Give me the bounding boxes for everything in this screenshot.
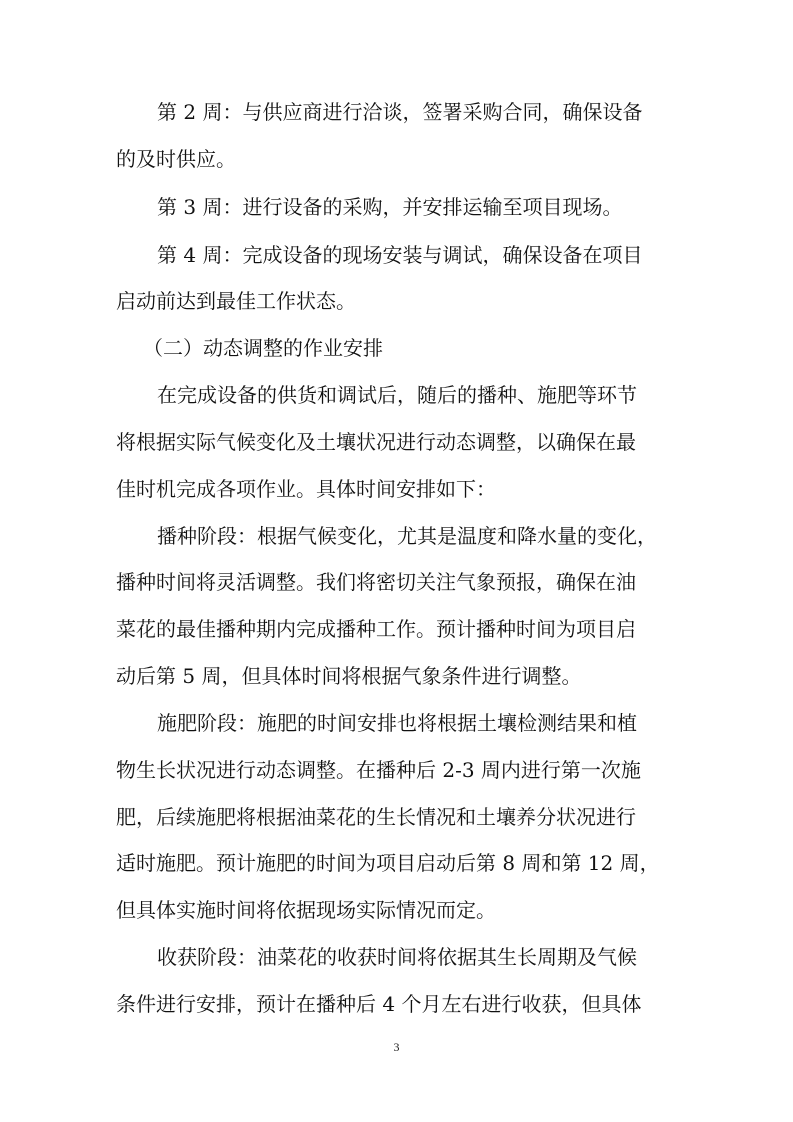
paragraph-week2-line2: 的及时供应。	[116, 147, 236, 171]
text-line	[0, 471, 793, 507]
text-line	[0, 94, 793, 130]
text-line	[0, 330, 793, 366]
paragraph-harvest-line2: 条件进行安排，预计在播种后 4 个月左右进行收获，但具体	[116, 992, 642, 1016]
text-line	[0, 424, 793, 460]
text-line	[0, 986, 793, 1022]
paragraph-fertilizing-line5: 但具体实施时间将依据现场实际情况而定。	[116, 898, 496, 922]
text-line	[0, 189, 793, 225]
text-line	[0, 705, 793, 741]
paragraph-week4-line2: 启动前达到最佳工作状态。	[116, 289, 356, 313]
text-line	[0, 892, 793, 928]
text-line	[0, 939, 793, 975]
paragraph-week2-line1: 第 2 周：与供应商进行洽谈，签署采购合同，确保设备	[157, 100, 643, 124]
paragraph-fertilizing-line4: 适时施肥。预计施肥的时间为项目启动后第 8 周和第 12 周，	[116, 851, 660, 875]
text-line	[0, 518, 793, 554]
paragraph-fertilizing-line2: 物生长状况进行动态调整。在播种后 2-3 周内进行第一次施	[116, 758, 641, 782]
paragraph-sowing-line3: 菜花的最佳播种期内完成播种工作。预计播种时间为项目启	[116, 617, 636, 641]
paragraph-fertilizing-line3: 肥，后续施肥将根据油菜花的生长情况和土壤养分状况进行	[116, 805, 636, 829]
paragraph-fertilizing-line1: 施肥阶段：施肥的时间安排也将根据土壤检测结果和植	[157, 711, 637, 735]
text-line	[0, 845, 793, 881]
text-line	[0, 611, 793, 647]
section-heading: （二）动态调整的作业安排	[143, 336, 383, 360]
text-line	[0, 283, 793, 319]
paragraph-harvest-line1: 收获阶段：油菜花的收获时间将依据其生长周期及气候	[157, 945, 637, 969]
text-line	[0, 752, 793, 788]
paragraph-sowing-line2: 播种时间将灵活调整。我们将密切关注气象预报，确保在油	[116, 570, 636, 594]
paragraph-intro-line3: 佳时机完成各项作业。具体时间安排如下：	[116, 477, 496, 501]
paragraph-week3-line1: 第 3 周：进行设备的采购，并安排运输至项目现场。	[157, 195, 623, 219]
paragraph-sowing-line4: 动后第 5 周，但具体时间将根据气象条件进行调整。	[116, 664, 582, 688]
page-number: 3	[393, 1040, 400, 1054]
text-line	[0, 377, 793, 413]
paragraph-sowing-line1: 播种阶段：根据气候变化，尤其是温度和降水量的变化，	[157, 524, 657, 548]
text-line	[0, 141, 793, 177]
text-line	[0, 658, 793, 694]
text-line	[0, 799, 793, 835]
text-line	[0, 237, 793, 273]
paragraph-intro-line2: 将根据实际气候变化及土壤状况进行动态调整，以确保在最	[116, 430, 636, 454]
text-line	[0, 564, 793, 600]
paragraph-intro-line1: 在完成设备的供货和调试后，随后的播种、施肥等环节	[157, 383, 637, 407]
paragraph-week4-line1: 第 4 周：完成设备的现场安装与调试，确保设备在项目	[157, 243, 643, 267]
